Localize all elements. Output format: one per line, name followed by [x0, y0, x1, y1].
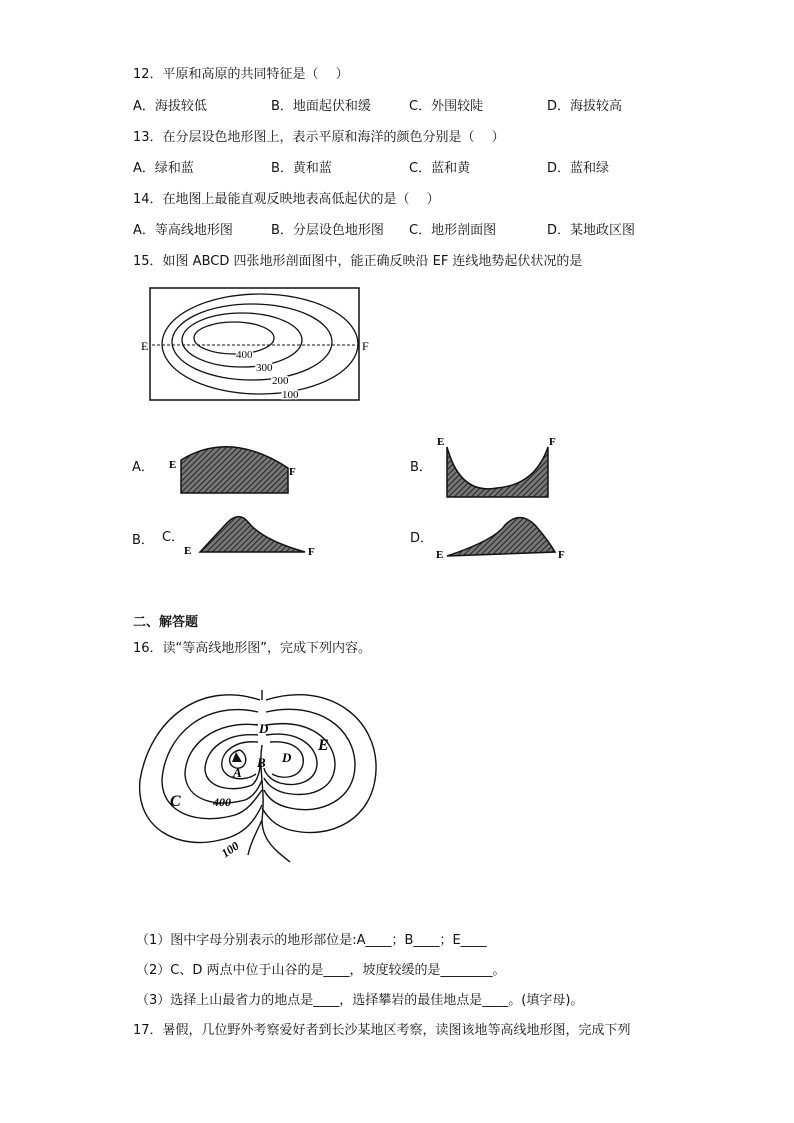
q12-option-d: D．海拔较高	[547, 99, 623, 114]
map-label-e: E	[141, 339, 149, 353]
q15-option-d-label: D．	[410, 531, 434, 546]
q13-option-d: D．蓝和绿	[547, 161, 610, 176]
map16-label-100: 100	[218, 838, 242, 861]
q12-stem: 12．平原和高原的共同特征是（ ）	[133, 67, 349, 82]
profile-b-shape	[447, 447, 548, 497]
profile-a-e: E	[169, 459, 177, 471]
summit-triangle-icon	[232, 752, 242, 762]
q13-option-a: A．绿和蓝	[133, 161, 194, 176]
q12-option-a: A．海拔较低	[133, 99, 207, 114]
profile-d-f: F	[558, 549, 565, 561]
map16-label-b: B	[257, 755, 266, 770]
contour-label-100: 100	[282, 389, 299, 401]
q16-part-2: （2）C、D 两点中位于山谷的是____，坡度较缓的是________。	[136, 963, 506, 978]
profile-b-f: F	[549, 436, 556, 448]
q15-option-b-label: B．	[410, 460, 432, 475]
q15-stem: 15．如图 ABCD 四张地形剖面图中，能正确反映沿 EF 连线地势起伏状况的是	[133, 254, 583, 269]
q15-option-c-sublabel: C．	[162, 530, 185, 545]
q14-option-b: B．分层设色地形图	[271, 223, 384, 238]
q13-option-b: B．黄和蓝	[271, 161, 332, 176]
q15-contour-map	[150, 288, 359, 400]
q14-option-c: C．地形剖面图	[409, 223, 497, 238]
q14-option-a: A．等高线地形图	[133, 223, 233, 238]
q13-stem: 13．在分层设色地形图上，表示平原和海洋的颜色分别是（ ）	[133, 130, 505, 145]
profile-c-shape	[200, 517, 305, 552]
map16-label-d2: D	[282, 750, 292, 765]
q12-option-b: B．地面起伏和缓	[271, 99, 371, 114]
map16-label-400: 400	[213, 795, 231, 809]
map16-label-a: A	[233, 765, 242, 780]
q16-part-3: （3）选择上山最省力的地点是____，选择攀岩的最佳地点是____。(填字母)。	[136, 993, 584, 1008]
profile-d-shape	[447, 518, 555, 557]
q13-option-c: C．蓝和黄	[409, 161, 471, 176]
q16-part-1: （1）图中字母分别表示的地形部位是:A____；B____；E____	[136, 933, 487, 948]
map16-label-e: E	[318, 737, 329, 754]
q17-stem: 17．暑假，几位野外考察爱好者到长沙某地区考察，读图该地等高线地形图，完成下列	[133, 1023, 631, 1038]
profile-a-f: F	[289, 466, 296, 478]
profile-a-shape	[181, 447, 288, 493]
contour-label-200: 200	[272, 375, 289, 387]
q15-option-a-label: A．	[132, 460, 154, 475]
q15-option-c-label: B．	[132, 533, 154, 548]
q16-stem: 16．读“等高线地形图”，完成下列内容。	[133, 641, 372, 656]
q16-contour-map	[140, 690, 376, 862]
map16-label-c: C	[170, 793, 181, 810]
section-2-title: 二、解答题	[133, 615, 199, 630]
profile-b-e: E	[437, 436, 445, 448]
q12-option-c: C．外围较陡	[409, 99, 484, 114]
profile-c-f: F	[308, 546, 315, 558]
q14-option-d: D．某地政区图	[547, 223, 636, 238]
contour-label-400: 400	[236, 349, 253, 361]
map-label-f: F	[362, 339, 369, 353]
contour-label-300: 300	[256, 362, 273, 374]
map16-label-d: D	[259, 721, 269, 736]
profile-c-e: E	[184, 545, 192, 557]
q14-stem: 14．在地图上最能直观反映地表高低起伏的是（ ）	[133, 192, 440, 207]
profile-d-e: E	[436, 549, 444, 561]
